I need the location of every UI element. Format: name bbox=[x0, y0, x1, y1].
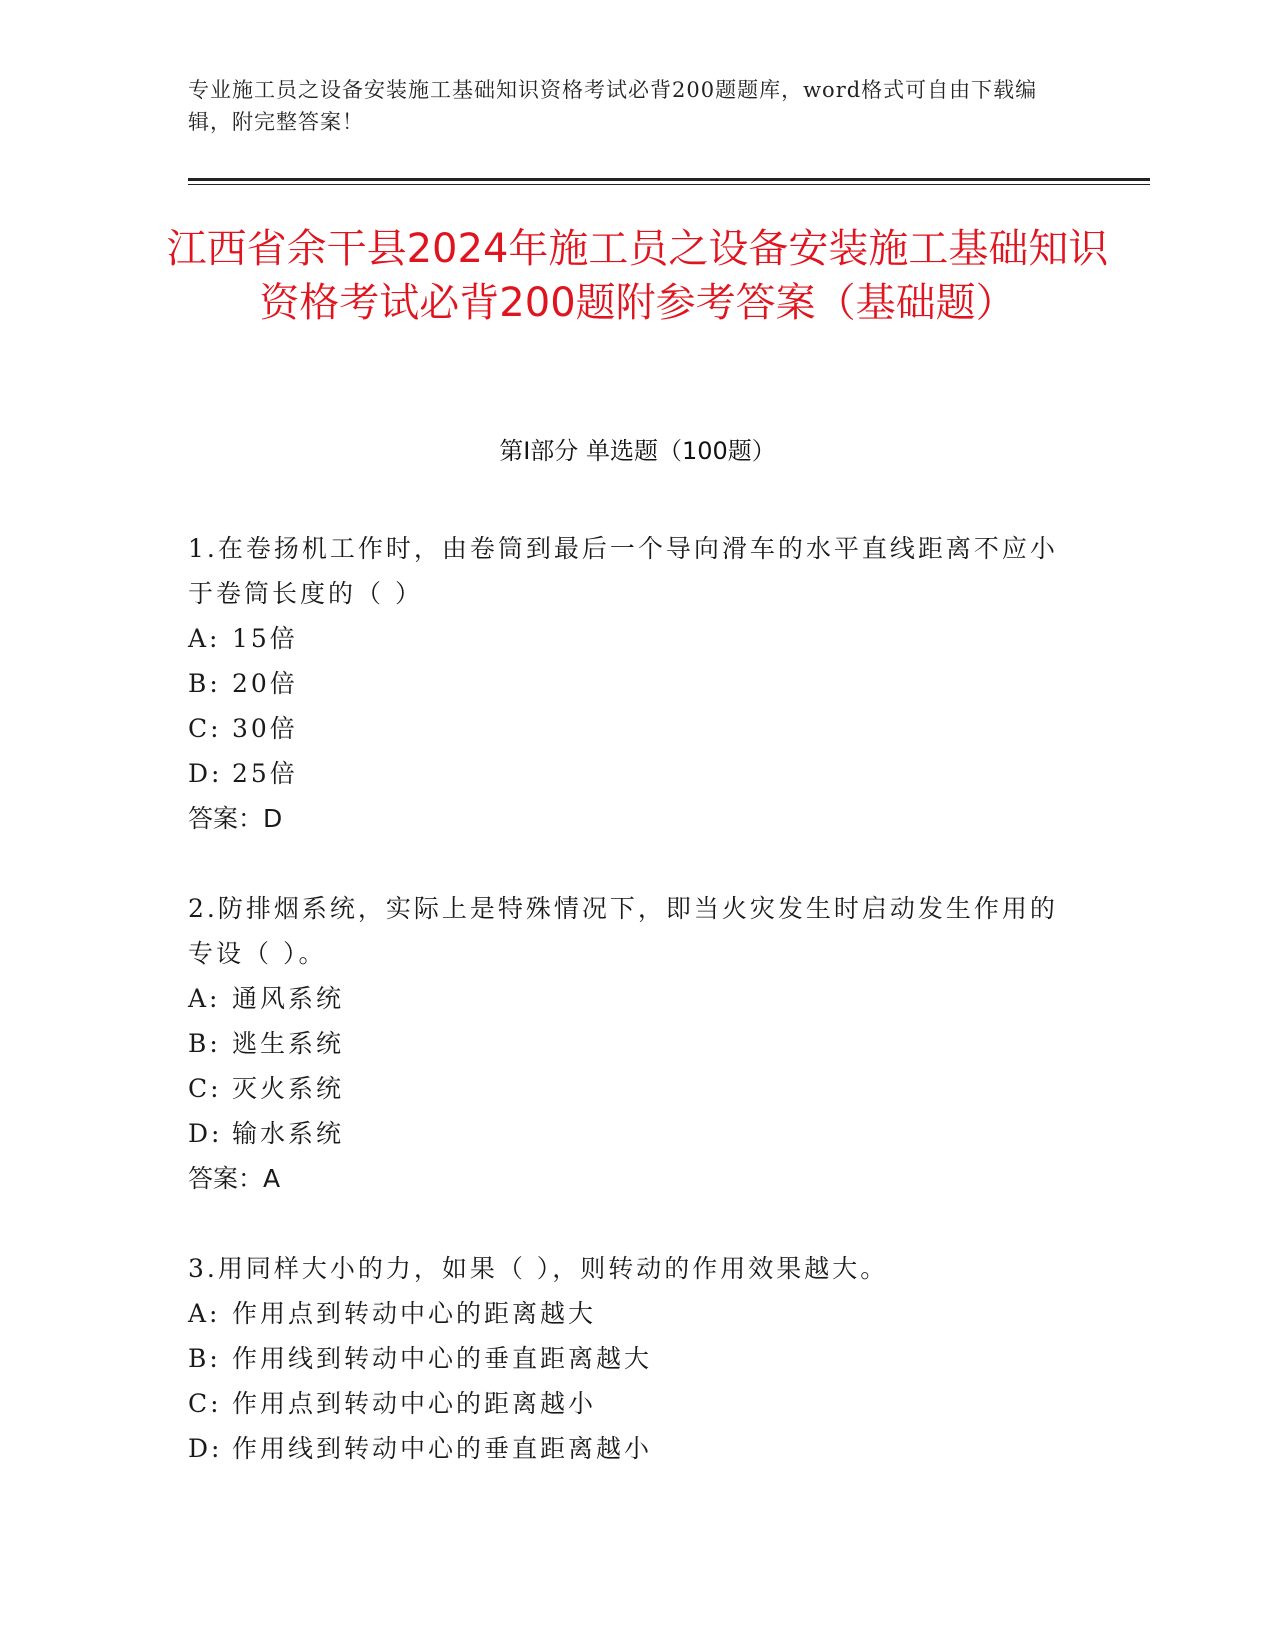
document-title: 江西省余干县2024年施工员之设备安装施工基础知识资格考试必背200题附参考答案（基础题） bbox=[166, 226, 1109, 326]
option-text: 通风系统 bbox=[232, 984, 345, 1013]
question-option bbox=[188, 1066, 1068, 1111]
question-option bbox=[188, 1381, 1068, 1426]
header-note: 专业施工员之设备安装施工基础知识资格考试必背200题题库，word格式可自由下载编辑，附完整答案！ bbox=[188, 78, 1038, 134]
question-stem: 2.防排烟系统，实际上是特殊情况下，即当火灾发生时启动发生作用的专设（ ）。 bbox=[188, 894, 1058, 968]
question-option bbox=[188, 1111, 1068, 1156]
option-letter: A: bbox=[188, 1299, 221, 1328]
question-option bbox=[188, 1021, 1068, 1066]
option-letter: A: bbox=[188, 984, 221, 1013]
question-stem: 3.用同样大小的力，如果（ ），则转动的作用效果越大。 bbox=[188, 1254, 889, 1283]
question-option bbox=[188, 1426, 1068, 1471]
option-text: 20倍 bbox=[232, 669, 298, 698]
option-letter: D: bbox=[188, 759, 223, 788]
answer-line: 答案：A bbox=[188, 1164, 281, 1193]
option-letter: B: bbox=[188, 1344, 221, 1373]
header-rule-thick bbox=[188, 178, 1150, 181]
option-text: 作用线到转动中心的垂直距离越大 bbox=[232, 1344, 653, 1373]
option-letter: C: bbox=[188, 1074, 222, 1103]
question-option bbox=[188, 616, 1068, 661]
question-stem: 1.在卷扬机工作时，由卷筒到最后一个导向滑车的水平直线距离不应小于卷筒长度的（ ） bbox=[188, 534, 1058, 608]
option-text: 输水系统 bbox=[232, 1119, 345, 1148]
question-1 bbox=[188, 526, 1068, 841]
question-option bbox=[188, 751, 1068, 796]
option-letter: B: bbox=[188, 669, 221, 698]
answer-line: 答案：D bbox=[188, 804, 283, 833]
header-rule-thin bbox=[188, 184, 1150, 185]
question-option bbox=[188, 1291, 1068, 1336]
question-option bbox=[188, 1336, 1068, 1381]
option-text: 作用线到转动中心的垂直距离越小 bbox=[232, 1434, 653, 1463]
option-letter: C: bbox=[188, 1389, 222, 1418]
option-text: 灭火系统 bbox=[232, 1074, 345, 1103]
option-text: 逃生系统 bbox=[232, 1029, 345, 1058]
option-text: 30倍 bbox=[232, 714, 298, 743]
option-text: 作用点到转动中心的距离越小 bbox=[232, 1389, 597, 1418]
question-list bbox=[188, 526, 1068, 1516]
option-letter: A: bbox=[188, 624, 221, 653]
option-letter: D: bbox=[188, 1119, 223, 1148]
option-text: 作用点到转动中心的距离越大 bbox=[232, 1299, 597, 1328]
option-letter: D: bbox=[188, 1434, 223, 1463]
question-option bbox=[188, 976, 1068, 1021]
question-2 bbox=[188, 886, 1068, 1201]
option-letter: B: bbox=[188, 1029, 221, 1058]
option-text: 15倍 bbox=[232, 624, 298, 653]
option-text: 25倍 bbox=[232, 759, 298, 788]
question-option bbox=[188, 706, 1068, 751]
question-3 bbox=[188, 1246, 1068, 1471]
question-option bbox=[188, 661, 1068, 706]
option-letter: C: bbox=[188, 714, 222, 743]
section-heading: 第Ⅰ部分 单选题（100题） bbox=[499, 437, 776, 465]
